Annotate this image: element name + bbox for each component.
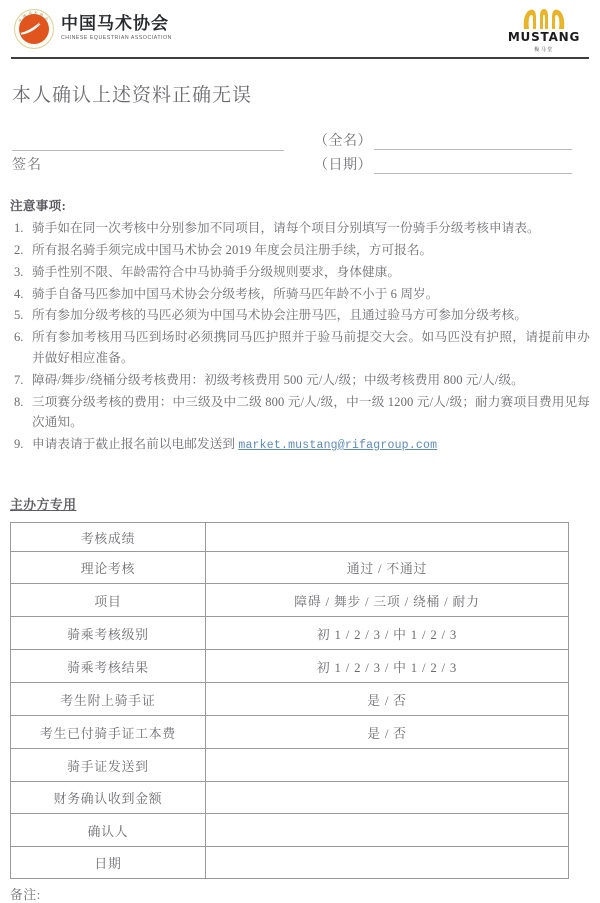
table-row [11, 782, 569, 814]
note-item [10, 218, 590, 238]
row-label: 考生已付骑手证工本费 [11, 716, 206, 749]
note-number: 3. [14, 264, 24, 279]
note-number: 6. [14, 330, 24, 345]
note-number: 1. [14, 220, 24, 235]
full-name-row [314, 130, 572, 150]
row-value[interactable]: 初 1 / 2 / 3 / 中 1 / 2 / 3 [206, 617, 569, 650]
row-label: 骑乘考核结果 [11, 650, 206, 683]
mustang-name-cn: 极马堂 [534, 46, 554, 53]
note-item [10, 262, 590, 282]
mustang-name: MUSTANG [507, 30, 581, 44]
header-divider [11, 57, 589, 59]
date-input[interactable] [374, 159, 572, 174]
note-text: 所有报名骑手须完成中国马术协会 2019 年度会员注册手续，方可报名。 [32, 242, 433, 257]
row-label: 理论考核 [11, 552, 206, 584]
row-label: 骑手证发送到 [11, 749, 206, 782]
note-item [10, 284, 590, 304]
row-value[interactable] [206, 749, 569, 782]
note-text: 所有参加分级考核的马匹必须为中国马术协会注册马匹，且通过验马方可参加分级考核。 [32, 308, 528, 323]
notes-section [10, 196, 590, 455]
table-row [11, 617, 569, 650]
note-number: 8. [14, 394, 24, 409]
signature-block [0, 128, 600, 188]
table-row [11, 523, 569, 552]
mustang-logo [506, 8, 582, 53]
note-number: 7. [14, 372, 24, 387]
note-text: 所有参加考核用马匹到场时必须携同马匹护照并于验马前提交大会。如马匹没有护照，请提前申办并做好相应准备。 [32, 330, 590, 365]
row-label: 财务确认收到金额 [11, 782, 206, 814]
note-item [10, 434, 590, 456]
table-row [11, 749, 569, 782]
table-row [11, 584, 569, 617]
row-label: 日期 [11, 847, 206, 879]
note-text: 障碍/舞步/绕桶分级考核费用：初级考核费用 500 元/人/级；中级考核费用 800 元/人/级。 [32, 372, 524, 387]
cea-seal-icon [14, 9, 54, 49]
note-text: 骑手性别不限、年龄需符合中马协骑手分级规则要求，身体健康。 [32, 264, 401, 279]
note-item [10, 240, 590, 260]
full-name-label: （全名） [314, 134, 372, 149]
note-item [10, 327, 590, 368]
cea-logo [14, 9, 172, 49]
cea-seal-ring-text [15, 10, 53, 48]
confirmation-title: 本人确认上述资料正确无误 [12, 85, 253, 106]
row-value[interactable]: 初 1 / 2 / 3 / 中 1 / 2 / 3 [206, 650, 569, 683]
page-header [0, 0, 600, 57]
note-text: 三项赛分级考核的费用：中三级及中二级 800 元/人/级，中一级 1200 元/人/级；耐力赛项目费用见每次通知。 [32, 394, 590, 429]
row-value[interactable] [206, 847, 569, 879]
note-number: 4. [14, 286, 24, 301]
signature-label: 签名 [12, 158, 42, 173]
row-label: 考生附上骑手证 [11, 683, 206, 716]
table-row [11, 716, 569, 749]
table-row [11, 552, 569, 584]
svg-text:中国马术协会: 中国马术协会 [17, 10, 51, 24]
row-value[interactable]: 是 / 否 [206, 683, 569, 716]
row-label: 项目 [11, 584, 206, 617]
table-row [11, 847, 569, 879]
row-label: 考核成绩 [11, 523, 206, 552]
full-name-input[interactable] [374, 135, 572, 150]
table-row [11, 683, 569, 716]
row-value[interactable] [206, 814, 569, 847]
note-text [32, 434, 590, 456]
row-label: 骑乘考核级别 [11, 617, 206, 650]
mustang-m-icon [521, 8, 567, 30]
organizer-form-table [10, 522, 569, 879]
note-text-prefix: 申请表请于截止报名前以电邮发送到 [32, 436, 239, 451]
table-row [11, 650, 569, 683]
row-value[interactable] [206, 523, 569, 552]
signature-input[interactable] [12, 150, 284, 151]
note-item [10, 370, 590, 390]
note-number: 2. [14, 242, 24, 257]
remarks-label: 备注: [10, 888, 41, 902]
note-item [10, 305, 590, 325]
email-link[interactable]: market.mustang@rifagroup.com [238, 438, 438, 452]
row-value[interactable] [206, 782, 569, 814]
table-row [11, 814, 569, 847]
row-value[interactable]: 通过 / 不通过 [206, 552, 569, 584]
note-item [10, 392, 590, 433]
row-value[interactable]: 障碍 / 舞步 / 三项 / 绕桶 / 耐力 [206, 584, 569, 617]
organizer-section-title: 主办方专用 [10, 498, 77, 512]
cea-name-cn: 中国马术协会 [61, 14, 169, 35]
row-label: 确认人 [11, 814, 206, 847]
row-value[interactable]: 是 / 否 [206, 716, 569, 749]
note-number: 5. [14, 308, 24, 323]
date-label: （日期） [314, 158, 372, 173]
notes-heading: 注意事项: [10, 199, 67, 213]
note-text: 骑手如在同一次考核中分别参加不同项目，请每个项目分别填写一份骑手分级考核申请表。 [32, 220, 540, 235]
note-number: 9. [14, 436, 24, 451]
cea-name-en: CHINESE EQUESTRIAN ASSOCIATION [61, 35, 172, 42]
note-text: 骑手自备马匹参加中国马术协会分级考核，所骑马匹年龄不小于 6 周岁。 [32, 286, 439, 301]
date-row [314, 154, 572, 174]
